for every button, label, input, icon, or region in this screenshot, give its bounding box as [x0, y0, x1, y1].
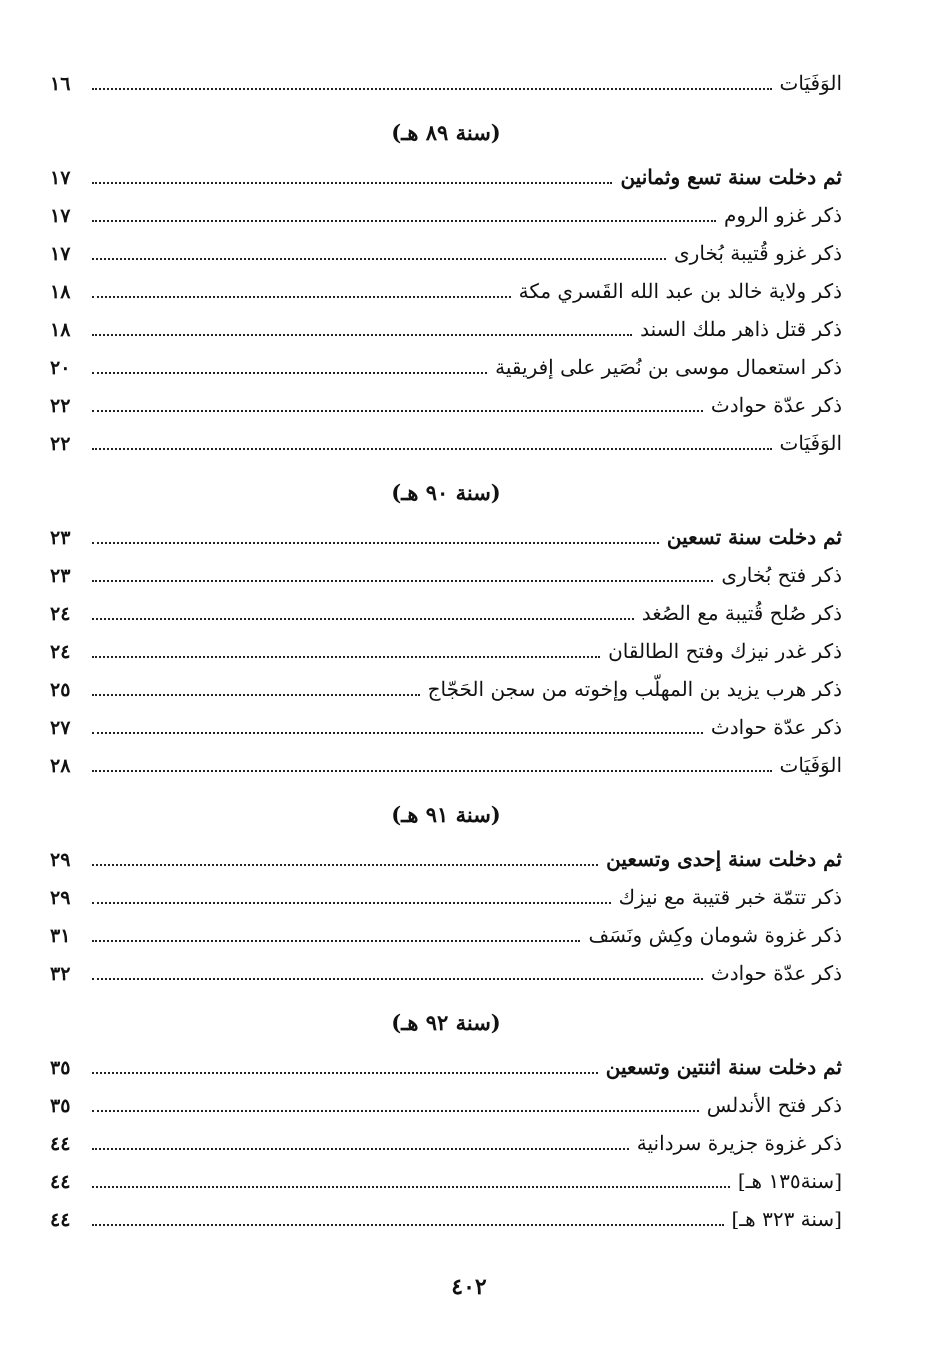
toc-entry-page: ٢٤: [50, 641, 71, 663]
toc-entry: [50, 708, 842, 746]
toc-entry: [50, 64, 842, 102]
toc-entry-title: ذكر غدر نيزك وفتح الطالقان: [608, 639, 842, 663]
toc-entry: [50, 518, 842, 556]
dot-leader: [92, 1109, 699, 1112]
dot-leader: [92, 87, 772, 90]
toc-entry-page: ٢٢: [50, 395, 71, 417]
toc-entry: [50, 158, 842, 196]
toc-entry: [50, 196, 842, 234]
dot-leader: [92, 939, 580, 942]
toc-entry: [50, 632, 842, 670]
dot-leader: [92, 447, 772, 450]
toc-entry: [50, 234, 842, 272]
dot-leader: [92, 863, 598, 866]
dot-leader: [92, 1071, 598, 1074]
toc-entry-page: ٣٥: [50, 1095, 71, 1117]
toc-entry: [50, 954, 842, 992]
toc-entry: [50, 594, 842, 632]
toc-entry: [50, 556, 842, 594]
year-heading: (سنة ٩٢ هـ): [391, 1010, 501, 1035]
toc-entry-title: ثم دخلت سنة تسع وثمانين: [620, 165, 842, 189]
toc-entry: [50, 1124, 842, 1162]
toc-entry-page: ٢٠: [50, 357, 71, 379]
dot-leader: [92, 977, 703, 980]
dot-leader: [92, 901, 611, 904]
dot-leader: [92, 693, 420, 696]
year-heading: (سنة ٨٩ هـ): [391, 120, 501, 145]
year-heading: (سنة ٩٠ هـ): [391, 480, 501, 505]
toc-entry: [50, 916, 842, 954]
toc-entry-title: ذكر عدّة حوادث: [710, 715, 842, 739]
dot-leader: [92, 655, 600, 658]
toc-entry: [50, 840, 842, 878]
dot-leader: [92, 371, 487, 374]
dot-leader: [92, 295, 511, 298]
toc-entry: [50, 386, 842, 424]
toc-entry-page: ٣٥: [50, 1057, 71, 1079]
toc-entry: [50, 348, 842, 386]
toc-entry-title: ذكر هرب يزيد بن المهلّب وإخوته من سجن الحَجّاج: [427, 677, 842, 701]
toc-entry-title: الوَفَيَات: [779, 71, 842, 95]
dot-leader: [92, 579, 713, 582]
toc-entry: [50, 1200, 842, 1238]
toc-entry-page: ٣٢: [50, 963, 71, 985]
toc-entry-title: الوَفَيَات: [779, 431, 842, 455]
toc-entry-title: ذكر تتمّة خبر قتيبة مع نيزك: [618, 885, 842, 909]
toc-entry-page: ١٧: [50, 167, 71, 189]
toc-entry-page: ٢٤: [50, 603, 71, 625]
dot-leader: [92, 1147, 629, 1150]
toc-entry-page: ١٨: [50, 281, 71, 303]
year-heading: (سنة ٩١ هـ): [391, 802, 501, 827]
toc-entry-title: [سنة ٣٢٣ هـ]: [731, 1207, 842, 1231]
dot-leader: [92, 1185, 730, 1188]
dot-leader: [92, 541, 659, 544]
toc-entry-page: ٣١: [50, 925, 71, 947]
toc-entry-page: ٤٤: [50, 1133, 71, 1155]
toc-entry: [50, 424, 842, 462]
toc-entry-page: ٢٨: [50, 755, 71, 777]
toc-entry-page: ١٧: [50, 243, 71, 265]
toc-entry-page: ٢٢: [50, 433, 71, 455]
toc-entry-title: ذكر فتح الأندلس: [706, 1093, 842, 1117]
toc-entry-title: الوَفَيَات: [779, 753, 842, 777]
dot-leader: [92, 333, 632, 336]
toc-entry-title: ذكر عدّة حوادث: [710, 961, 842, 985]
table-of-contents: [50, 64, 842, 1238]
toc-entry-title: ذكر غزوة شومان وكِش ونَسَف: [588, 923, 842, 947]
toc-entry-title: ثم دخلت سنة تسعين: [666, 525, 842, 549]
toc-entry-title: ثم دخلت سنة إحدى وتسعين: [606, 847, 842, 871]
toc-entry-page: ٤٤: [50, 1171, 71, 1193]
toc-entry: [50, 310, 842, 348]
dot-leader: [92, 257, 666, 260]
dot-leader: [92, 617, 634, 620]
toc-entry: [50, 1086, 842, 1124]
toc-entry-page: ٢٣: [50, 527, 71, 549]
toc-entry-title: ذكر قتل ذاهر ملك السند: [640, 317, 842, 341]
dot-leader: [92, 181, 612, 184]
toc-entry-page: ٤٤: [50, 1209, 71, 1231]
toc-entry-title: ذكر غزوة جزيرة سردانية: [636, 1131, 842, 1155]
toc-entry-title: ذكر فتح بُخارى: [721, 563, 842, 587]
toc-entry-title: ثم دخلت سنة اثنتين وتسعين: [605, 1055, 842, 1079]
toc-entry: [50, 746, 842, 784]
toc-entry-title: ذكر عدّة حوادث: [710, 393, 842, 417]
toc-entry-title: ذكر ولاية خالد بن عبد الله القَسري مكة: [518, 279, 842, 303]
toc-entry: [50, 272, 842, 310]
toc-entry: [50, 878, 842, 916]
dot-leader: [92, 409, 703, 412]
toc-entry-page: ١٦: [50, 73, 71, 95]
toc-entry-page: ١٨: [50, 319, 71, 341]
toc-entry-title: ذكر استعمال موسى بن نُصَير على إفريقية: [495, 355, 842, 379]
toc-entry-title: ذكر غزو الروم: [723, 203, 842, 227]
toc-entry-page: ٢٣: [50, 565, 71, 587]
toc-entry-page: ٢٩: [50, 849, 71, 871]
toc-entry-title: ذكر غزو قُتيبة بُخارى: [674, 241, 842, 265]
dot-leader: [92, 769, 772, 772]
toc-entry-page: ٢٧: [50, 717, 71, 739]
toc-entry-page: ١٧: [50, 205, 71, 227]
toc-entry: [50, 1048, 842, 1086]
toc-entry-title: [سنة١٣٥ هـ]: [737, 1169, 842, 1193]
toc-entry: [50, 1162, 842, 1200]
toc-entry-page: ٢٩: [50, 887, 71, 909]
toc-entry-page: ٢٥: [50, 679, 71, 701]
page-number: ٤٠٢: [451, 1274, 487, 1300]
dot-leader: [92, 219, 716, 222]
dot-leader: [92, 1223, 724, 1226]
toc-entry-title: ذكر صُلح قُتيبة مع الصُغد: [641, 601, 842, 625]
toc-entry: [50, 670, 842, 708]
dot-leader: [92, 731, 703, 734]
